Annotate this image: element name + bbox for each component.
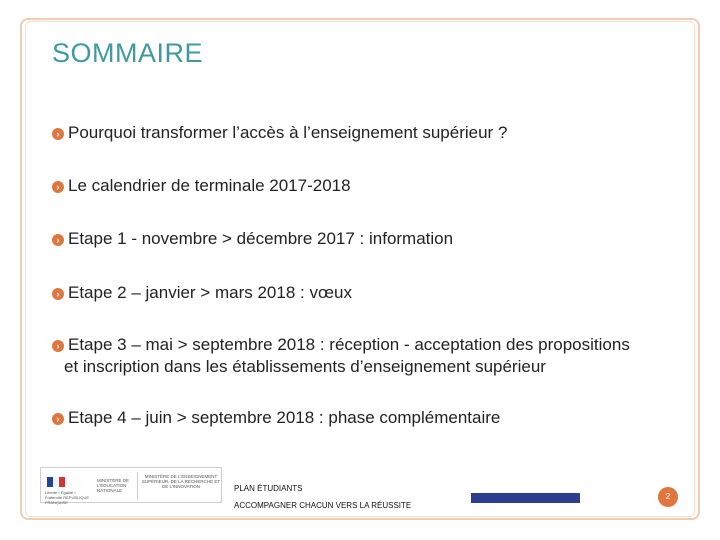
logo-ministry-education: MINISTÈRE DE L’ÉDUCATION NATIONALE [97,478,130,493]
bullet-item [52,334,692,378]
bullet-item [52,282,692,304]
arrow-right-circle-icon: › [52,413,64,425]
plan-subtitle: ACCOMPAGNER CHACUN VERS LA RÉUSSITE [234,501,412,510]
slide-title: SOMMAIRE [52,38,204,68]
bullet-item [52,175,692,197]
bullet-item [52,228,692,250]
plan-etudiants-text [234,480,411,514]
plan-title: PLAN ÉTUDIANTS [234,484,303,493]
bullet-text: Etape 4 – juin > septembre 2018 : phase complémentaire [68,408,501,427]
arrow-right-circle-icon: › [52,128,64,140]
logo-ministry-higher-education: MINISTÈRE DE L’ENSEIGNEMENT SUPÉRIEUR, DE LA RECHERCHE ET DE L’INNOVATION [141,474,221,489]
bullet-text: Etape 2 – janvier > mars 2018 : vœux [68,283,352,302]
slide-frame [20,18,700,520]
bullet-text-continuation: et inscription dans les établissements d’enseignement supérieur [64,357,546,376]
bullet-text: Le calendrier de terminale 2017-2018 [68,176,351,195]
arrow-right-circle-icon: › [52,234,64,246]
slide-footer [40,463,700,515]
bullet-item [52,122,692,144]
footer-blue-bar [471,493,580,503]
logo-republic-text: Liberté • Égalité • Fraternité RÉPUBLIQUE FRANÇAISE [45,490,90,505]
bullet-item [52,407,692,429]
arrow-right-circle-icon: › [52,340,64,352]
ministry-logo [40,467,222,503]
logo-divider [137,472,138,500]
page-number-badge: 2 [658,487,678,507]
bullet-text: Etape 1 - novembre > décembre 2017 : information [68,229,454,248]
arrow-right-circle-icon: › [52,288,64,300]
bullet-text: Etape 3 – mai > septembre 2018 : réception - acceptation des propositions [68,335,630,354]
arrow-right-circle-icon: › [52,181,64,193]
french-flag-icon [47,477,65,487]
bullet-text: Pourquoi transformer l’accès à l’enseignement supérieur ? [68,123,508,142]
